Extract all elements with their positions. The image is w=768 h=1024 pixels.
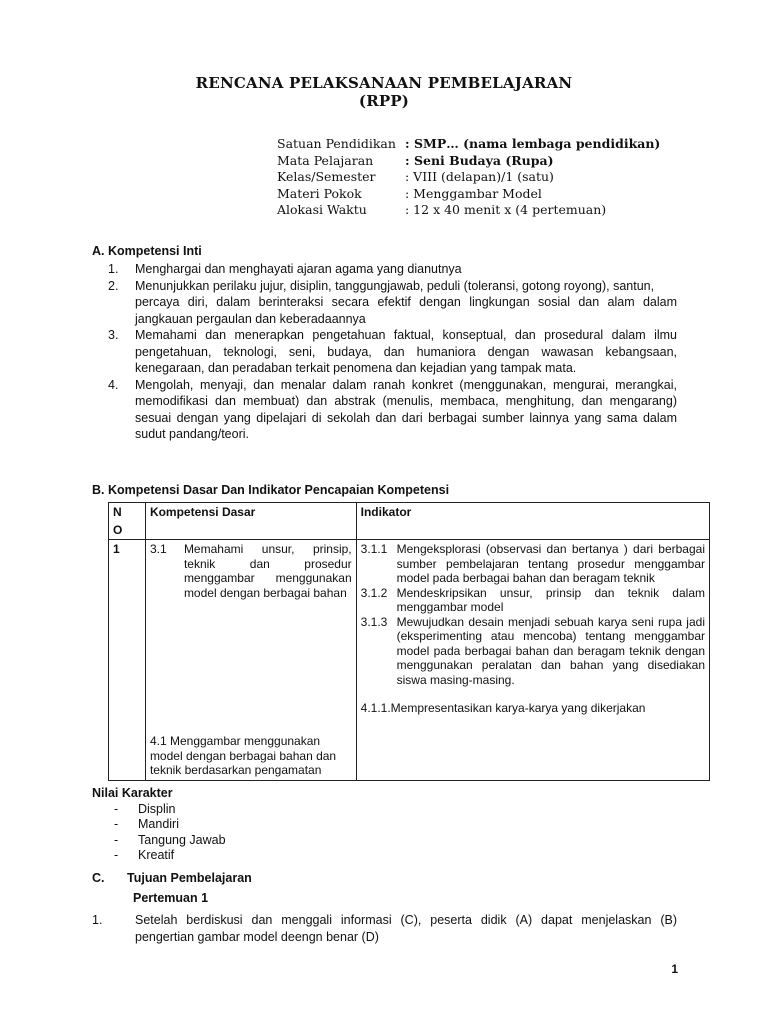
kompetensi-table: [108, 502, 710, 781]
header-indikator: Indikator: [356, 503, 709, 540]
identity-row: Mata Pelajaran : Seni Budaya (Rupa): [277, 152, 554, 168]
identity-row: Satuan Pendidikan : SMP… (nama lembaga pendidikan): [277, 136, 661, 151]
header-kompetensi-dasar: Kompetensi Dasar: [145, 503, 356, 540]
kompetensi-dasar-cell: [145, 540, 356, 781]
section-a-heading: A. Kompetensi Inti: [92, 244, 202, 258]
pertemuan-heading: Pertemuan 1: [133, 891, 209, 905]
section-c-heading: Tujuan Pembelajaran: [127, 871, 252, 885]
tujuan-line-2: pengertian gambar model deengn benar (D): [135, 930, 379, 944]
indikator-cell: [356, 540, 709, 781]
list-item: - Kreatif: [114, 848, 175, 862]
kompetensi-inti-list: [90, 261, 677, 443]
document-subtitle: (RPP): [358, 92, 410, 110]
nilai-heading: Nilai Karakter: [92, 786, 173, 800]
list-item: 3. Memahami dan menerapkan pengetahuan faktual, konseptual, dan prosedural dalam ilmu pengetahuan, teknologi, seni, budaya, dan humaniora dengan wawasan kebangsaan, kenegaraan, dan peradaban terkait penomena dan kejadian yang tampak mata.: [108, 328, 677, 375]
list-item: - Displin: [114, 801, 176, 816]
nilai-karakter: [92, 786, 226, 864]
tujuan-number: 1.: [92, 913, 103, 927]
row-number: 1: [109, 540, 146, 781]
indikator-4-1-1: 4.1.1.Mempresentasikan karya-karya yang dikerjakan: [360, 701, 646, 715]
tujuan-line-1: Setelah berdiskusi dan menggali informasi (C), peserta didik (A) dapat menjelaskan (B): [135, 913, 677, 927]
table-row: [109, 540, 710, 781]
identity-row: Materi Pokok : Menggambar Model: [277, 185, 542, 201]
list-item: - Tangung Jawab: [114, 832, 226, 847]
section-b-heading: B. Kompetensi Dasar Dan Indikator Pencapaian Kompetensi: [92, 483, 450, 497]
identity-row: Kelas/Semester : VIII (delapan)/1 (satu): [277, 169, 554, 184]
list-item: - Mandiri: [114, 817, 179, 831]
document-title: RENCANA PELAKSANAAN PEMBELAJARAN: [195, 74, 573, 92]
identity-block: [277, 136, 660, 219]
list-item: 2. Menunjukkan perilaku jujur, disiplin, tanggungjawab, peduli (toleransi, gotong royong), santun, percaya diri, dalam berinteraksi secara efektif dengan lingkungan sosial dan alam dalam jangkauan pergaulan dan keberadaannya: [108, 278, 677, 326]
indikator-3-1-1: 3.1.1 Mengeksplorasi (observasi dan bertanya ) dari berbagai sumber pembelajaran tentang prosedur menggambar model pada berbagai bahan dan beragam teknik: [360, 542, 705, 585]
table-header-row: [109, 503, 710, 540]
indikator-3-1-2: 3.1.2 Mendeskripsikan unsur, prinsip dan teknik dalam menggambar model: [360, 585, 705, 614]
kd-3-1: 3.1 Memahami unsur, prinsip, teknik dan prosedur menggambar menggunakan model dengan berbagai bahan: [149, 542, 352, 600]
indikator-3-1-3: 3.1.3 Mewujudkan desain menjadi sebuah karya seni rupa jadi (eksperimenting atau mencoba) tentang menggambar model pada berbagai bahan dan beragam teknik dengan menggunakan peralatan dan bahan yang disediakan siswa masing-masing.: [360, 614, 705, 687]
section-c-letter: C.: [92, 871, 105, 885]
header-no: N O: [109, 503, 146, 540]
kd-4-1: 4.1 Menggambar menggunakan model dengan berbagai bahan dan teknik berdasarkan pengamatan: [149, 734, 337, 777]
page-number: 1: [671, 962, 678, 976]
list-item: 1. Menghargai dan menghayati ajaran agama yang dianutnya: [108, 262, 462, 276]
identity-row: Alokasi Waktu : 12 x 40 menit x (4 pertemuan): [277, 202, 607, 217]
list-item: 4. Mengolah, menyaji, dan menalar dalam ranah konkret (menggunakan, mengurai, merangkai, memodifikasi dan membuat) dan abstrak (menulis, membaca, menghitung, dan mengarang) sesuai dengan yang dipelajari di sekolah dan dari berbagai sumber lainnya yang sama dalam sudut pandang/teori.: [108, 377, 677, 441]
